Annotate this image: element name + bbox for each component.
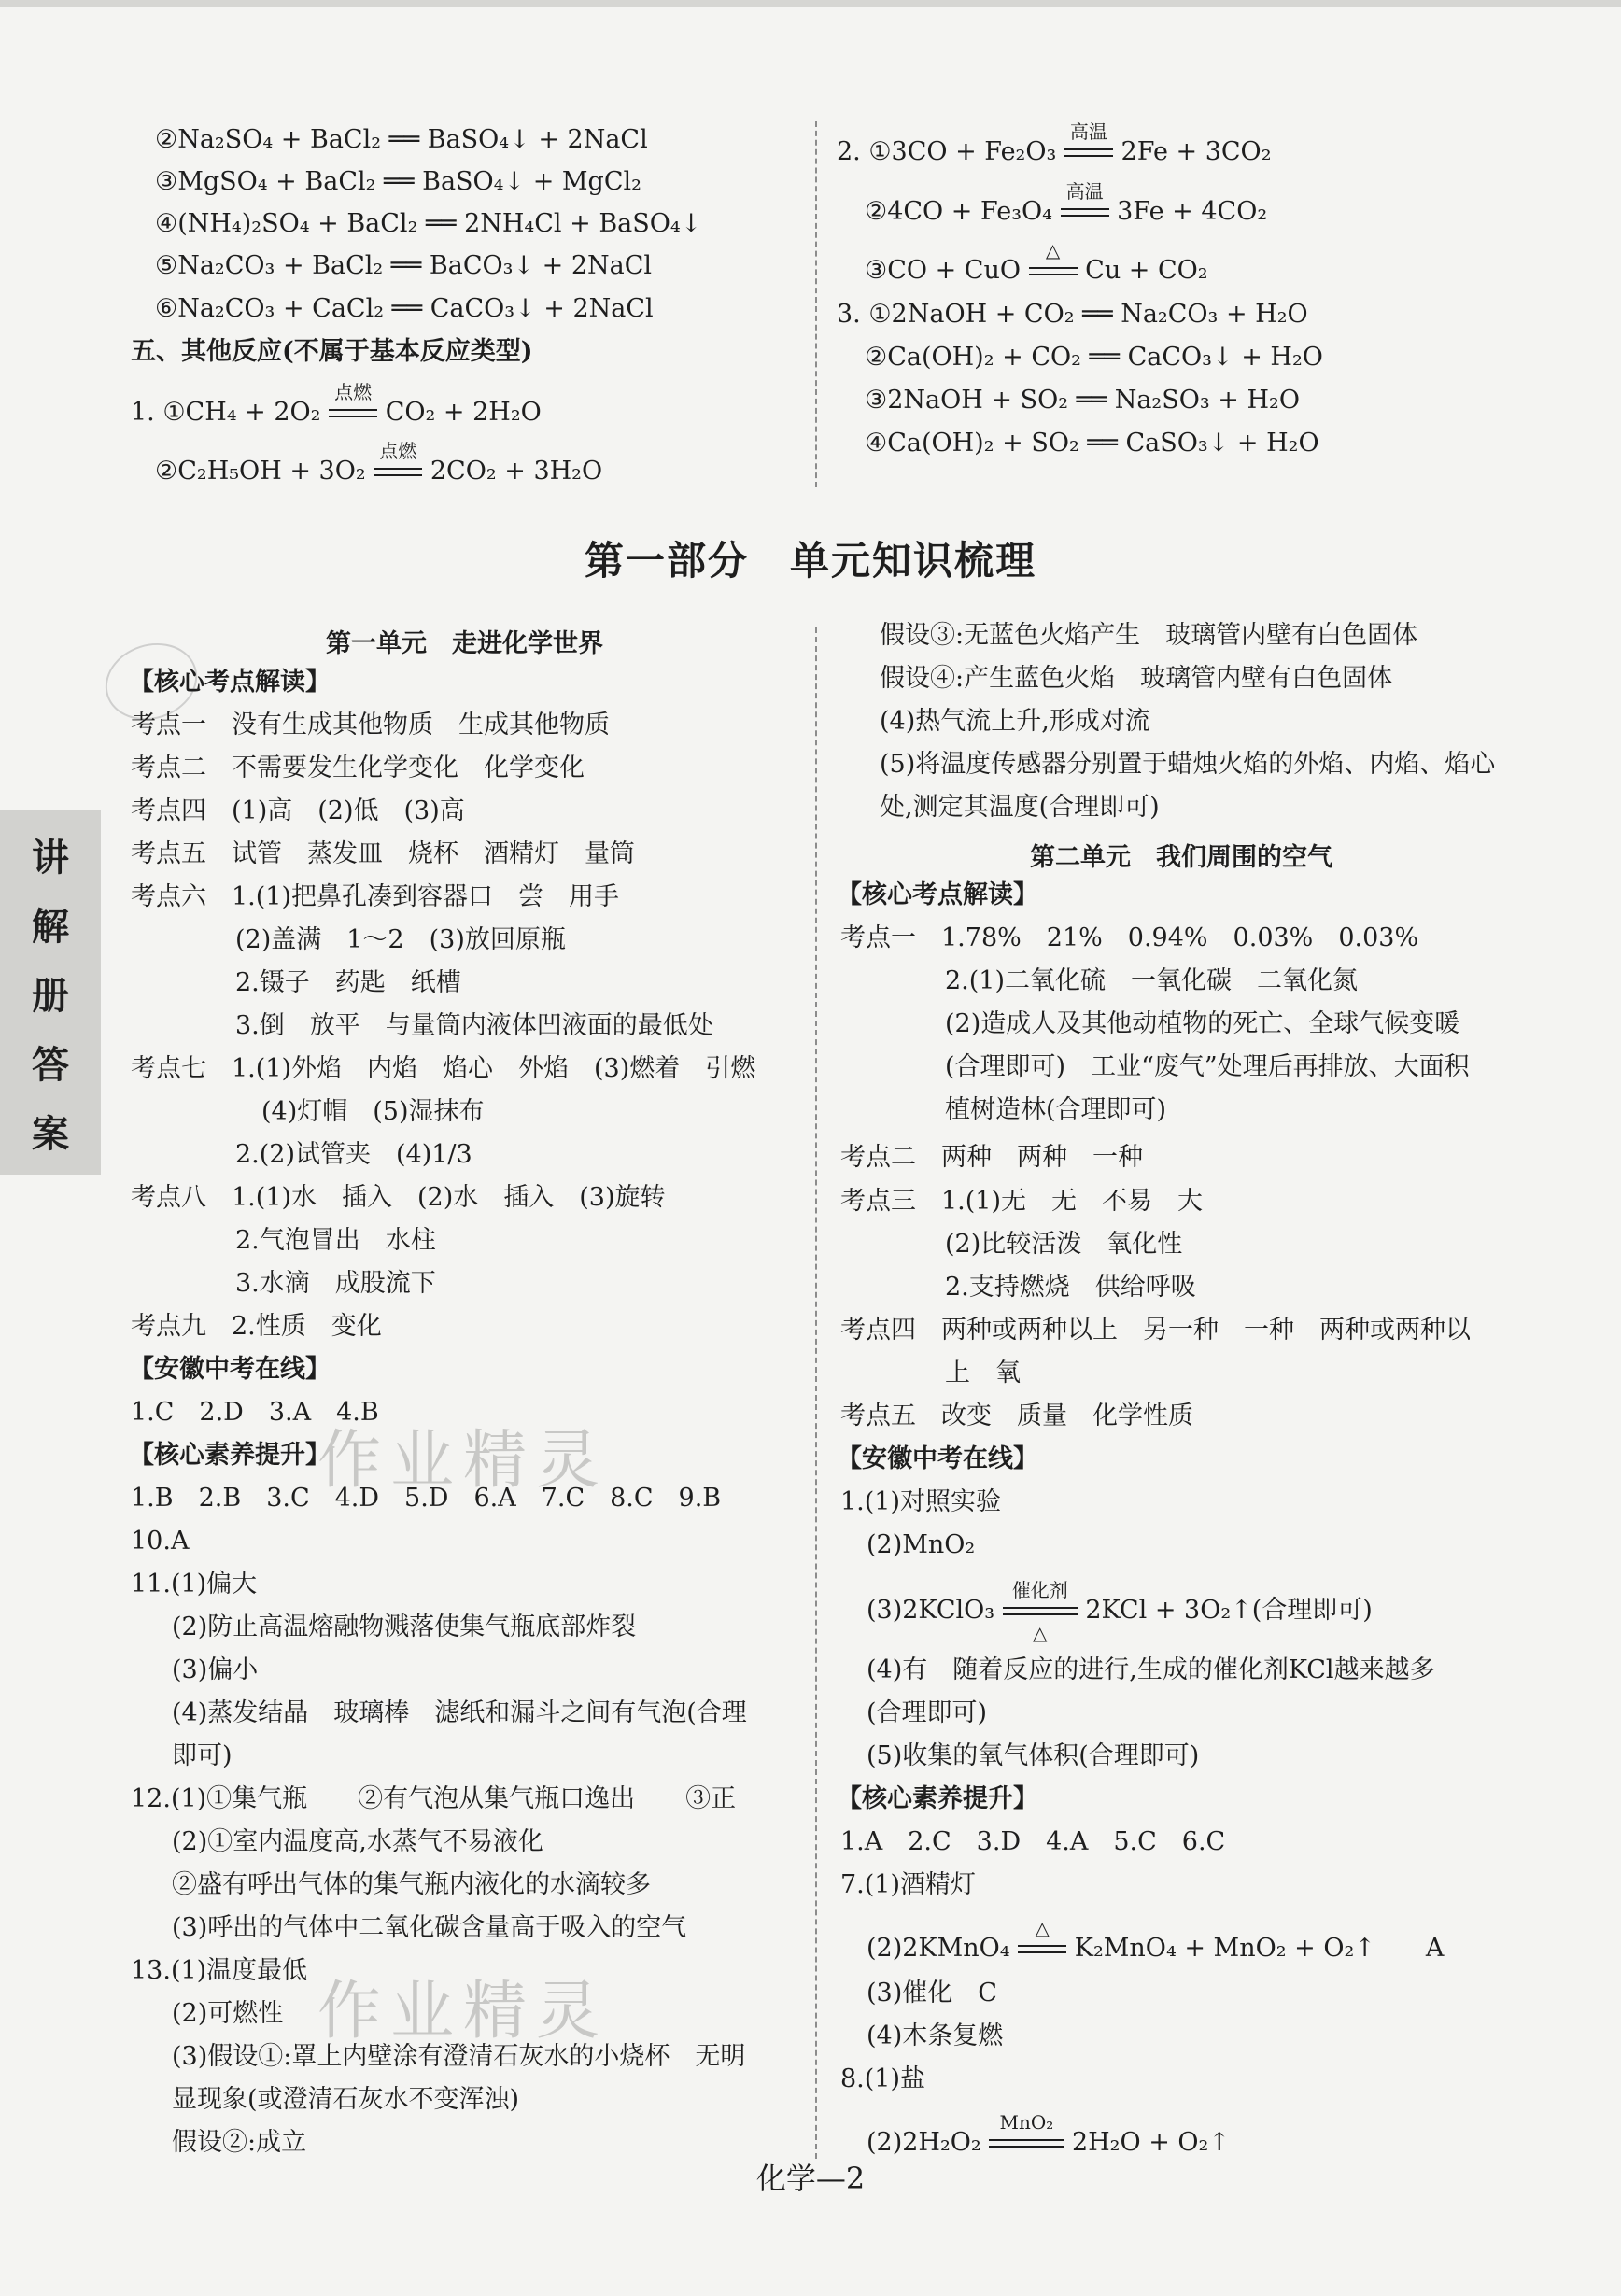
section-heading: 【核心考点解读】 <box>837 880 1038 909</box>
answer-line: 考点六 1.(1)把鼻孔凑到容器口 尝 用手 <box>131 882 620 911</box>
answer-line: 2.支持燃烧 供给呼吸 <box>945 1273 1196 1302</box>
answer-line: 假设②:成立 <box>172 2128 307 2157</box>
answer-line: (4)蒸发结晶 玻璃棒 滤纸和漏斗之间有气泡(合理 <box>172 1698 747 1727</box>
condition-label: △ <box>1045 239 1061 261</box>
answer-line: (2)MnO₂ <box>867 1530 976 1559</box>
answer-line: 1.B 2.B 3.C 4.D 5.D 6.A 7.C 8.C 9.B <box>131 1484 722 1513</box>
part-title: 第一部分 单元知识梳理 <box>584 538 1036 584</box>
condition-label: 催化剂 <box>1011 1579 1068 1601</box>
answer-line: (4)木条复燃 <box>867 2021 1004 2050</box>
answer-line: (5)收集的氧气体积(合理即可) <box>867 1741 1200 1770</box>
answer-line: 考点一 1.78% 21% 0.94% 0.03% 0.03% <box>840 923 1419 952</box>
answer-line: 假设④:产生蓝色火焰 玻璃管内壁有白色固体 <box>880 664 1393 693</box>
condition-label: 高温 <box>1065 180 1104 203</box>
reaction-line: (2)2KMnO₄ △ K₂MnO₄ + MnO₂ + O₂↑ A <box>867 1933 1444 1965</box>
answer-line: (4)热气流上升,形成对流 <box>880 707 1150 736</box>
section-heading: 【核心素养提升】 <box>129 1441 331 1470</box>
answer-line: 2.(1)二氧化硫 一氧化碳 二氧化氮 <box>945 966 1359 995</box>
answer-line: 12.(1)①集气瓶 ②有气泡从集气瓶口逸出 ③正 <box>131 1784 737 1813</box>
section-heading: 五、其他反应(不属于基本反应类型) <box>131 337 533 366</box>
answer-line: 考点七 1.(1)外焰 内焰 焰心 外焰 (3)燃着 引燃 <box>131 1054 756 1083</box>
answer-line: 考点五 试管 蒸发皿 烧杯 酒精灯 量筒 <box>131 839 635 868</box>
reaction-line: ③2NaOH + SO₂ ══ Na₂SO₃ + H₂O <box>865 386 1301 415</box>
answer-line: 2.镊子 药匙 纸槽 <box>235 968 461 997</box>
reaction-line: 3. ①2NaOH + CO₂ ══ Na₂CO₃ + H₂O <box>837 300 1308 329</box>
answer-line: 2.气泡冒出 水柱 <box>235 1226 436 1255</box>
answer-line: 考点四 两种或两种以上 另一种 一种 两种或两种以 <box>840 1316 1471 1345</box>
condition-label: 点燃 <box>334 381 373 403</box>
answer-line: 8.(1)盐 <box>840 2064 926 2093</box>
answer-line: 考点五 改变 质量 化学性质 <box>840 1402 1193 1430</box>
section-heading: 【安徽中考在线】 <box>129 1355 331 1384</box>
answer-line: 考点二 两种 两种 一种 <box>840 1143 1143 1172</box>
reaction-line: ②C₂H₅OH + 3O₂ 点燃 2CO₂ + 3H₂O <box>155 456 602 487</box>
side-tab-char: 讲 <box>32 837 69 880</box>
answer-line: 11.(1)偏大 <box>131 1570 258 1599</box>
column-divider <box>815 121 817 487</box>
watermark: 作业精灵 <box>317 1975 610 2049</box>
reaction-line: ④Ca(OH)₂ + SO₂ ══ CaSO₃↓ + H₂O <box>865 429 1319 458</box>
side-tab-char: 案 <box>32 1113 69 1156</box>
side-tab-char: 册 <box>32 975 69 1018</box>
answer-line: (2)防止高温熔融物溅落使集气瓶底部炸裂 <box>172 1613 637 1641</box>
answer-line: 1.C 2.D 3.A 4.B <box>131 1398 379 1427</box>
answer-line: (合理即可) <box>867 1698 988 1727</box>
answer-line: (2)可燃性 <box>172 1999 284 2028</box>
answer-line: (3)呼出的气体中二氧化碳含量高于吸入的空气 <box>172 1913 687 1942</box>
answer-line: (2)比较活泼 氧化性 <box>945 1230 1183 1259</box>
answer-line: (3)假设①:罩上内壁涂有澄清石灰水的小烧杯 无明 <box>172 2042 746 2071</box>
reaction-line: 1. ①CH₄ + 2O₂ 点燃 CO₂ + 2H₂O <box>131 397 542 429</box>
answer-line: (3)催化 C <box>867 1979 997 2007</box>
watermark: 作业精灵 <box>317 1424 610 1498</box>
condition-label: 点燃 <box>379 440 417 462</box>
reaction-line: (3)2KClO₃ 催化剂 △ 2KCl + 3O₂↑(合理即可) <box>867 1595 1373 1627</box>
answer-line: 即可) <box>172 1741 233 1770</box>
answer-line: (5)将温度传感器分别置于蜡烛火焰的外焰、内焰、焰心 <box>880 750 1496 779</box>
reaction-line: ②4CO + Fe₃O₄ 高温 3Fe + 4CO₂ <box>865 196 1267 228</box>
section-heading: 【核心考点解读】 <box>129 668 331 697</box>
answer-line: 13.(1)温度最低 <box>131 1956 308 1985</box>
answer-line: (2)盖满 1～2 (3)放回原瓶 <box>235 925 566 954</box>
answer-line: (4)灯帽 (5)湿抹布 <box>261 1097 485 1126</box>
answer-line: 显现象(或澄清石灰水不变浑浊) <box>172 2085 520 2114</box>
reaction-line: ⑤Na₂CO₃ + BaCl₂ ══ BaCO₃↓ + 2NaCl <box>155 251 653 280</box>
reaction-line: ⑥Na₂CO₃ + CaCl₂ ══ CaCO₃↓ + 2NaCl <box>155 294 654 323</box>
answer-line: ②盛有呼出气体的集气瓶内液化的水滴较多 <box>172 1870 651 1899</box>
condition-label: △ <box>1035 1917 1050 1939</box>
reaction-line: (2)2H₂O₂ MnO₂ 2H₂O + O₂↑ <box>867 2127 1230 2159</box>
answer-line: (2)造成人及其他动植物的死亡、全球气候变暖 <box>945 1009 1460 1038</box>
answer-line: 假设③:无蓝色火焰产生 玻璃管内壁有白色固体 <box>880 621 1418 650</box>
answer-line: 考点四 (1)高 (2)低 (3)高 <box>131 796 465 825</box>
section-heading: 【核心素养提升】 <box>837 1784 1038 1813</box>
condition-label: 高温 <box>1069 120 1107 143</box>
answer-line: (4)有 随着反应的进行,生成的催化剂KCl越来越多 <box>867 1655 1435 1684</box>
answer-line: 3.水滴 成股流下 <box>235 1269 436 1298</box>
page-footer: 化学—2 <box>755 2161 866 2196</box>
reaction-line: ③CO + CuO △ Cu + CO₂ <box>865 255 1208 287</box>
answer-line: 处,测定其温度(合理即可) <box>880 793 1160 822</box>
answer-line: 1.A 2.C 3.D 4.A 5.C 6.C <box>840 1827 1226 1856</box>
column-divider <box>815 627 817 2159</box>
condition-label: MnO₂ <box>999 2111 1054 2134</box>
answer-line: (合理即可) 工业“废气”处理后再排放、大面积 <box>945 1052 1470 1081</box>
answer-line: 3.倒 放平 与量筒内液体凹液面的最低处 <box>235 1011 713 1040</box>
answer-line: 1.(1)对照实验 <box>840 1487 1002 1516</box>
answer-line: (3)偏小 <box>172 1655 259 1684</box>
unit-title: 第一单元 走进化学世界 <box>326 629 603 658</box>
reaction-line: ④(NH₄)₂SO₄ + BaCl₂ ══ 2NH₄Cl + BaSO₄↓ <box>155 209 702 238</box>
answer-line: 7.(1)酒精灯 <box>840 1870 977 1899</box>
answer-line: 考点九 2.性质 变化 <box>131 1312 382 1341</box>
answer-line: 考点八 1.(1)水 插入 (2)水 插入 (3)旋转 <box>131 1183 666 1212</box>
answer-line: 上 氧 <box>945 1359 1021 1387</box>
answer-line: 考点二 不需要发生化学变化 化学变化 <box>131 754 585 782</box>
side-tab <box>0 810 101 1175</box>
answer-line: 植树造林(合理即可) <box>945 1095 1167 1124</box>
section-heading: 【安徽中考在线】 <box>837 1444 1038 1473</box>
answer-line: (2)①室内温度高,水蒸气不易液化 <box>172 1827 543 1856</box>
answer-line: 2.(2)试管夹 (4)1/3 <box>235 1140 472 1169</box>
unit-title: 第二单元 我们周围的空气 <box>1030 843 1332 872</box>
reaction-line: ②Ca(OH)₂ + CO₂ ══ CaCO₃↓ + H₂O <box>865 343 1323 372</box>
answer-line: 考点三 1.(1)无 无 不易 大 <box>840 1187 1204 1216</box>
side-tab-char: 解 <box>32 906 69 949</box>
reaction-line: ②Na₂SO₄ + BaCl₂ ══ BaSO₄↓ + 2NaCl <box>155 125 648 154</box>
answer-line: 10.A <box>131 1527 190 1556</box>
side-tab-char: 答 <box>32 1044 69 1087</box>
condition-label: △ <box>1033 1622 1048 1644</box>
top-rule <box>0 0 1621 7</box>
reaction-line: 2. ①3CO + Fe₂O₃ 高温 2Fe + 3CO₂ <box>837 136 1272 168</box>
answer-line: 考点一 没有生成其他物质 生成其他物质 <box>131 711 610 740</box>
reaction-line: ③MgSO₄ + BaCl₂ ══ BaSO₄↓ + MgCl₂ <box>155 167 641 196</box>
